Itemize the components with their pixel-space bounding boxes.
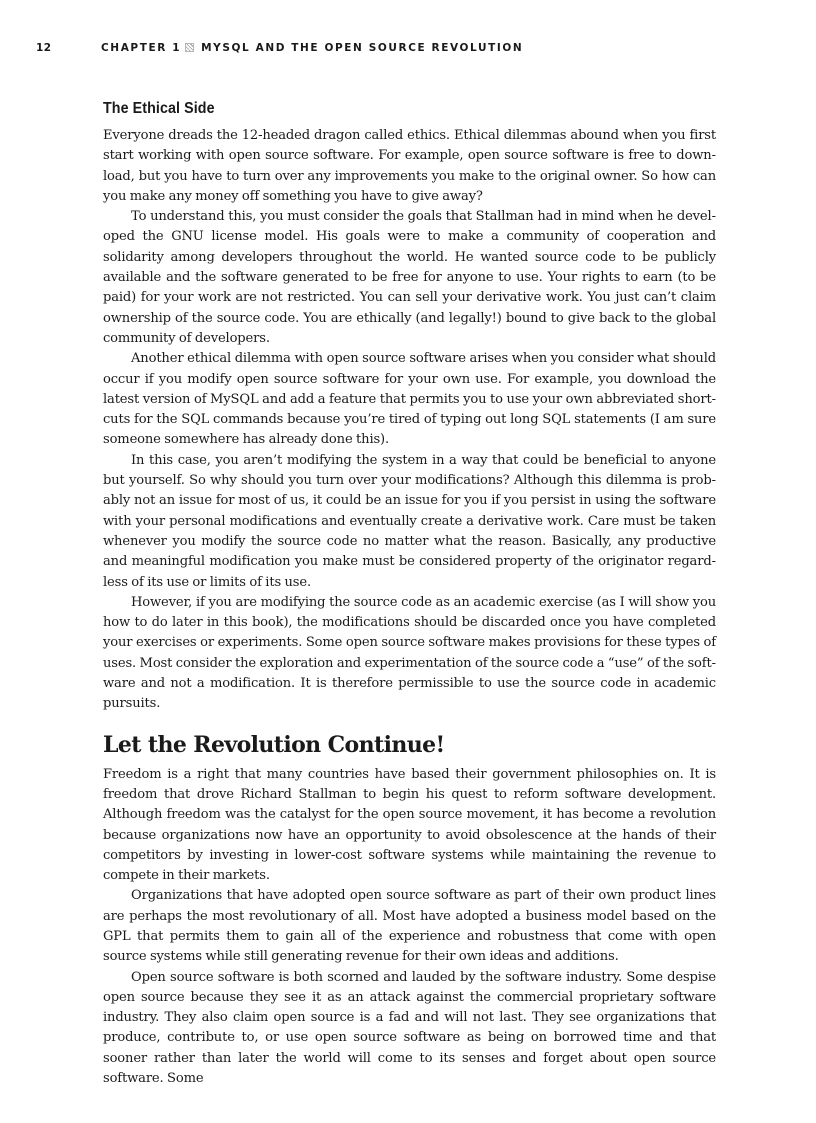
subsection-heading: The Ethical Side bbox=[103, 100, 215, 117]
paragraph: To understand this, you must consider the goals that Stallman had in mind when he developed the GNU license model. His goals were to make a community of cooperation and solidarity among developers throughout the world. He wanted source code to be publicly available and the software generated to be free for anyone to use. Your rights to earn (to be paid) for your work are not restricted. You can sell your derivative work. You just can’t claim ownership of the source code. You are ethically (and legally!) bound to give back to the global community of developers. bbox=[103, 209, 716, 346]
paragraph: However, if you are modifying the source code as an academic exercise (as I will show you how to do later in this book), the modifications should be discarded once you have completed your exercises or experiments. Some open source software makes provisions for these types of uses. Most consider the exploration and experimentation of the source code a “use” of the software and not a modification. It is therefore permissible to use the source code in academic pursuits. bbox=[103, 594, 716, 712]
body-text bbox=[103, 98, 716, 1089]
paragraph: Another ethical dilemma with open source software arises when you consider what should occur if you modify open source software for your own use. For example, you download the latest version of MySQL and add a feature that permits you to use your own abbreviated shortcuts for the SQL commands because you’re tired of typing out long SQL statements (I am sure someone somewhere has already done this). bbox=[103, 351, 716, 448]
chapter-label: CHAPTER 1 bbox=[101, 42, 182, 54]
running-head bbox=[101, 42, 523, 54]
chapter-title: MYSQL AND THE OPEN SOURCE REVOLUTION bbox=[201, 42, 524, 54]
paragraph: In this case, you aren’t modifying the system in a way that could be beneficial to anyone but yourself. So why should you turn over your modifications? Although this dilemma is probably not an issue for most of us, it could be an issue for you if you persist in using the software with your personal modifications and eventually create a derivative work. Care must be taken whenever you modify the source code no matter what the reason. Basically, any productive and meaningful modification you make must be considered property of the originator regardless of its use or limits of its use. bbox=[103, 452, 716, 590]
separator-square-icon bbox=[185, 43, 194, 52]
paragraph: Organizations that have adopted open source software as part of their own product lines are perhaps the most revolutionary of all. Most have adopted a business model based on the GPL that permits them to gain all of the experience and robustness that come with open source systems while still generating revenue for their own ideas and additions. bbox=[103, 888, 716, 965]
paragraph: Freedom is a right that many countries have based their government philosophies on. It is freedom that drove Richard Stallman to begin his quest to reform software development. Although freedom was the catalyst for the open source movement, it has become a revolution because organizations now have an opportunity to avoid obsolescence at the hands of their competitors by investing in lower-cost software systems while maintaining the revenue to compete in their markets. bbox=[103, 766, 716, 884]
page-number: 12 bbox=[36, 42, 52, 54]
section-heading: Let the Revolution Continue! bbox=[103, 731, 445, 758]
paragraph: Everyone dreads the 12-headed dragon called ethics. Ethical dilemmas abound when you first start working with open source software. For example, open source software is free to download, but you have to turn over any improvements you make to the original owner. So how can you make any money off something you have to give away? bbox=[103, 128, 716, 204]
running-header bbox=[0, 42, 816, 58]
paragraph: Open source software is both scorned and lauded by the software industry. Some despise open source because they see it as an attack against the commercial proprietary software industry. They also claim open source is a fad and will not last. They see organizations that produce, contribute to, or use open source software as being on borrowed time and that sooner rather than later the world will come to its senses and forget about open source software. Some bbox=[103, 969, 716, 1087]
